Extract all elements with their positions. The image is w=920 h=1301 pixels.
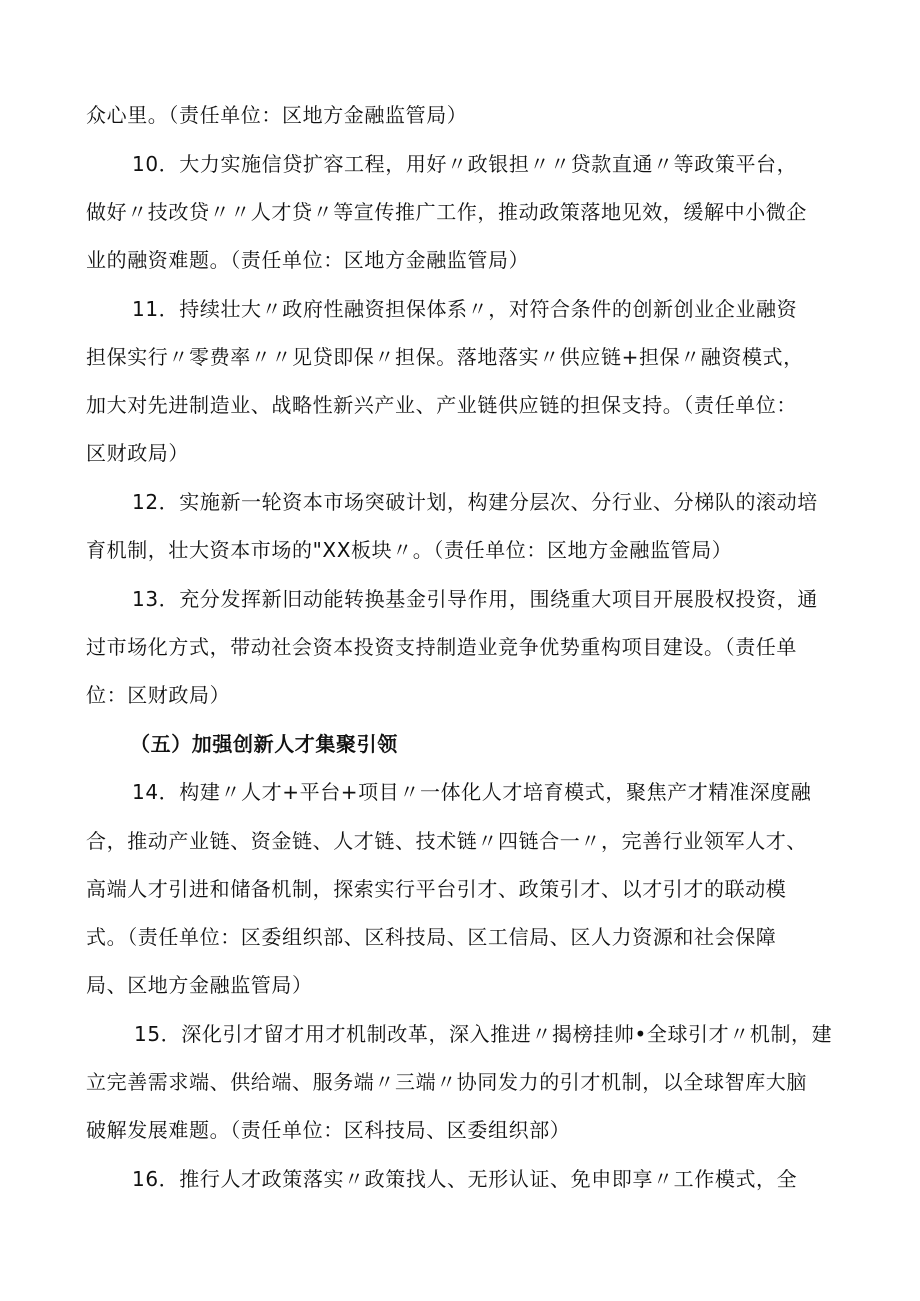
item-13-line-1: 13．充分发挥新旧动能转换基金引导作用，围绕重大项目开展股权投资，通 [132, 587, 818, 611]
text-line-continuation-9: 众心里。（责任单位：区地方金融监管局） [86, 103, 468, 127]
item-13-line-3: 位：区财政局） [86, 683, 231, 707]
item-10-line-3: 业的融资难题。（责任单位：区地方金融监管局） [86, 248, 530, 272]
item-14-line-1: 14．构建〃人才+平台+项目〃一体化人才培育模式，聚焦产才精准深度融 [132, 780, 812, 804]
item-14-line-4: 式。（责任单位：区委组织部、区科技局、区工信局、区人力资源和社会保障 [86, 925, 777, 949]
item-15-line-1: 15．深化引才留才用才机制改革，深入推进〃揭榜挂帅•全球引才〃机制，建 [134, 1022, 833, 1046]
section-heading-5: （五）加强创新人才集聚引领 [130, 732, 398, 756]
item-15-line-2: 立完善需求端、供给端、服务端〃三端〃协同发力的引才机制，以全球智库大脑 [86, 1070, 807, 1094]
item-11-line-2: 担保实行〃零费率〃〃见贷即保〃担保。落地落实〃供应链+担保〃融资模式， [86, 345, 804, 369]
item-10-line-1: 10．大力实施信贷扩容工程，用好〃政银担〃〃贷款直通〃等政策平台， [132, 152, 798, 176]
item-11-line-3: 加大对先进制造业、战略性新兴产业、产业链供应链的担保支持。（责任单位： [86, 393, 797, 417]
item-16-line-1: 16．推行人才政策落实〃政策找人、无形认证、免申即享〃工作模式，全 [132, 1167, 798, 1191]
item-14-line-5: 局、区地方金融监管局） [86, 973, 313, 997]
item-13-line-2: 过市场化方式，带动社会资本投资支持制造业竞争优势重构项目建设。（责任单 [86, 635, 797, 659]
item-15-line-3: 破解发展难题。（责任单位：区科技局、区委组织部） [86, 1118, 571, 1142]
item-11-line-4: 区财政局） [86, 441, 189, 465]
item-14-line-3: 高端人才引进和储备机制，探索实行平台引才、政策引才、以才引才的联动模 [86, 877, 787, 901]
item-14-line-2: 合，推动产业链、资金链、人才链、技术链〃四链合一〃，完善行业领军人才、 [86, 829, 807, 853]
item-11-line-1: 11．持续壮大〃政府性融资担保体系〃，对符合条件的创新创业企业融资 [132, 297, 798, 321]
item-12-line-2: 育机制，壮大资本市场的"XX板块〃。（责任单位：区地方金融监管局） [86, 538, 733, 562]
item-10-line-2: 做好〃技改贷〃〃人才贷〃等宣传推广工作，推动政策落地见效，缓解中小微企 [86, 200, 807, 224]
item-12-line-1: 12．实施新一轮资本市场突破计划，构建分层次、分行业、分梯队的滚动培 [132, 490, 818, 514]
